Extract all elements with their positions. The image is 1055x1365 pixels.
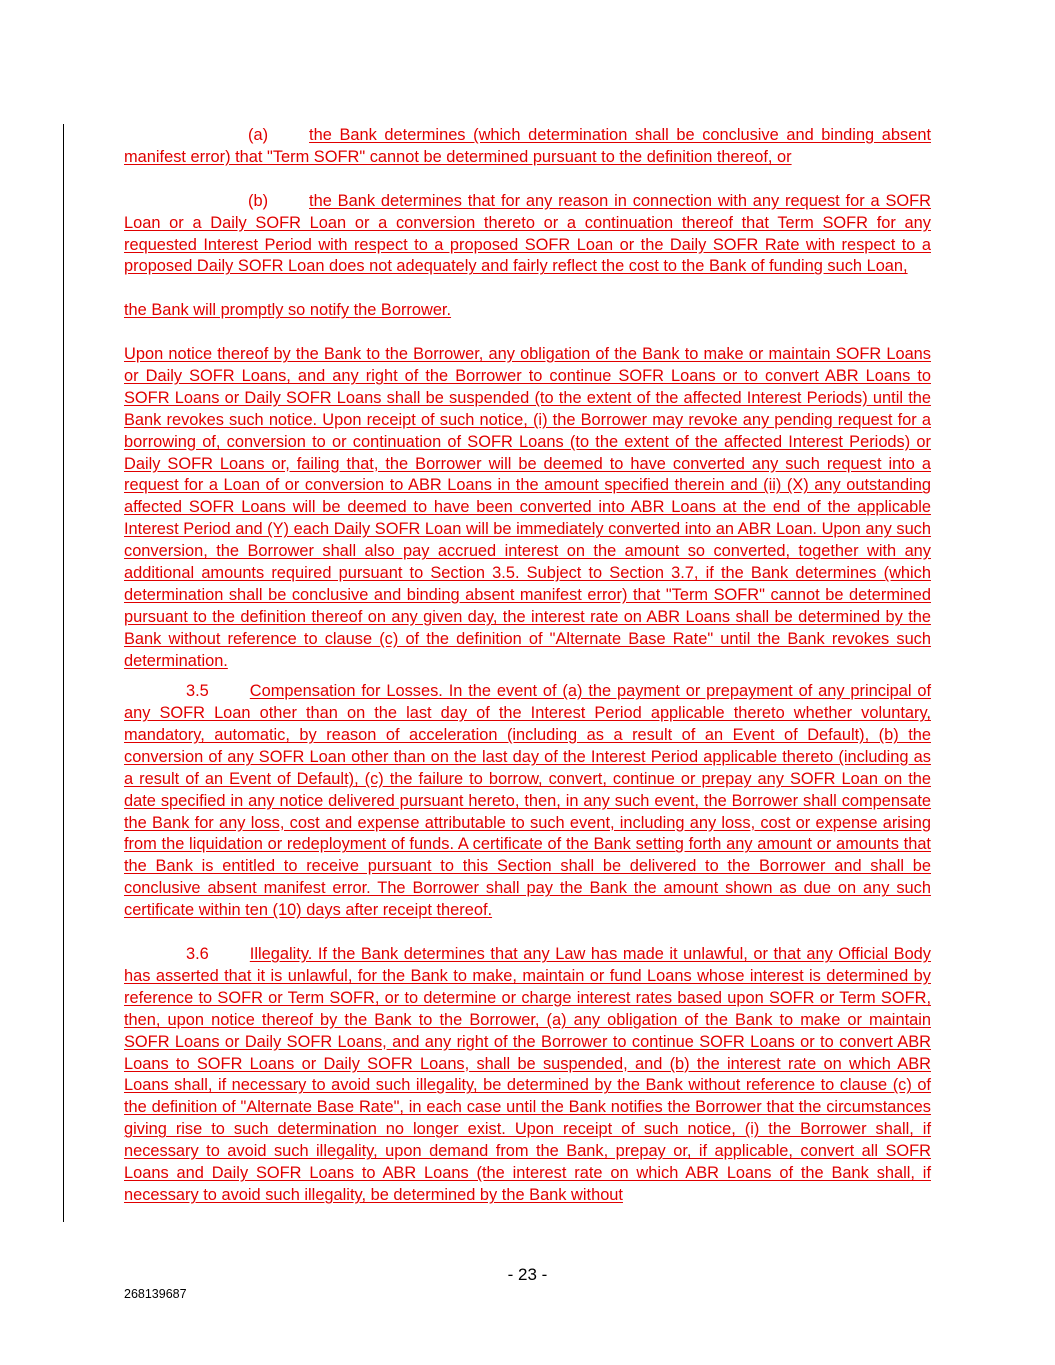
section-3-6: [124, 944, 931, 1207]
section-3-5-number: 3.5: [186, 682, 209, 701]
section-3-5-text: Compensation for Losses. In the event of (a) the payment or prepayment of any principal of any SOFR Loan other than on the last day of the Interest Period applicable thereto whether voluntary, mandatory, automatic, by reason of acceleration (including as a result of an Event of Default), (b) the conversion of any SOFR Loan other than on the last day of the Interest Period applicable thereto (including as a result of an Event of Default), (c) the failure to borrow, convert, continue or prepay any SOFR Loan on the date specified in any notice delivered pursuant hereto, then, in any such event, the Borrower shall compensate the Bank for any loss, cost and expense attributable to such event, including any loss, cost or expense arising from the liquidation or redeployment of funds. A certificate of the Bank setting forth any amount or amounts that the Bank is entitled to receive pursuant to this Section shall be delivered to the Borrower and shall be conclusive absent manifest error. The Borrower shall pay the Bank the amount shown as due on any such certificate within ten (10) days after receipt thereof.: [124, 682, 931, 920]
clause-b: [124, 191, 931, 279]
clause-a: [124, 125, 931, 169]
clause-a-label: (a): [248, 126, 269, 144]
clause-b-label: (b): [248, 191, 269, 210]
revision-change-bar: [63, 124, 64, 1222]
section-3-6-text: Illegality. If the Bank determines that any Law has made it unlawful, or that any Official Body has asserted that it is unlawful, for the Bank to make, maintain or fund Loans whose interest is determined by reference to SOFR or Term SOFR, or to determine or charge interest rates based upon SOFR or Term SOFR, then, upon notice thereof by the Bank to the Borrower, (a) any obligation of the Bank to make or maintain SOFR Loans or Daily SOFR Loans, and any right of the Borrower to continue SOFR Loans or to convert ABR Loans to SOFR Loans or Daily SOFR Loans, shall be suspended, and (b) the interest rate on which ABR Loans shall, if necessary to avoid such illegality, be determined by the Bank without reference to clause (c) of the definition of "Alternate Base Rate", in each case until the Bank notifies the Borrower that the circumstances giving rise to such determination no longer exist. Upon receipt of such notice, (i) the Borrower shall, if necessary to avoid such illegality, upon demand from the Bank, prepay or, if applicable, convert all SOFR Loans and Daily SOFR Loans to ABR Loans (the interest rate on which ABR Loans of the Bank shall, if necessary to avoid such illegality, be determined by the Bank without: [124, 944, 931, 1204]
upon-notice-paragraph: Upon notice thereof by the Bank to the Borrower, any obligation of the Bank to make or maintain SOFR Loans or Daily SOFR Loans, and any right of the Borrower to continue SOFR Loans or to convert ABR Loans to SOFR Loans or Daily SOFR Loans shall be suspended (to the extent of the affected Interest Periods) until the Bank revokes such notice. Upon receipt of such notice, (i) the Borrower may revoke any pending request for a borrowing of, conversion to or continuation of SOFR Loans (to the extent of the affected Interest Periods) or Daily SOFR Loans or, failing that, the Borrower will be deemed to have converted any such request into a request for a Loan of or conversion to ABR Loans in the amount specified therein and (ii) (X) any outstanding affected SOFR Loans will be deemed to have been converted into ABR Loans at the end of the applicable Interest Period and (Y) each Daily SOFR Loan will be immediately converted into an ABR Loan. Upon any such conversion, the Borrower shall also pay accrued interest on the amount so converted, together with any additional amounts required pursuant to Section 3.5. Subject to Section 3.7, if the Bank determines (which determination shall be conclusive and binding absent manifest error) that "Term SOFR" cannot be determined pursuant to the definition thereof on any given day, the interest rate on ABR Loans shall be determined by the Bank without reference to clause (c) of the definition of "Alternate Base Rate" until the Bank revokes such determination.: [124, 345, 931, 670]
clause-a-text: the Bank determines (which determination shall be conclusive and binding absent manifest error) that "Term SOFR" cannot be determined pursuant to the definition thereof, or: [124, 126, 931, 166]
notify-paragraph: the Bank will promptly so notify the Borrower.: [124, 301, 452, 320]
section-3-6-number: 3.6: [186, 944, 209, 963]
document-body: [124, 125, 931, 1207]
clause-b-text: the Bank determines that for any reason in connection with any request for a SOFR Loan or a Daily SOFR Loan or a conversion thereto or a continuation thereof that Term SOFR for any requested Interest Period with respect to a proposed SOFR Loan or the Daily SOFR Rate with respect to a proposed Daily SOFR Loan does not adequately and fairly reflect the cost to the Bank of funding such Loan,: [124, 191, 931, 276]
page-number: - 23 -: [507, 1265, 548, 1284]
document-id: 268139687: [124, 1287, 187, 1301]
section-3-5: [124, 681, 931, 922]
